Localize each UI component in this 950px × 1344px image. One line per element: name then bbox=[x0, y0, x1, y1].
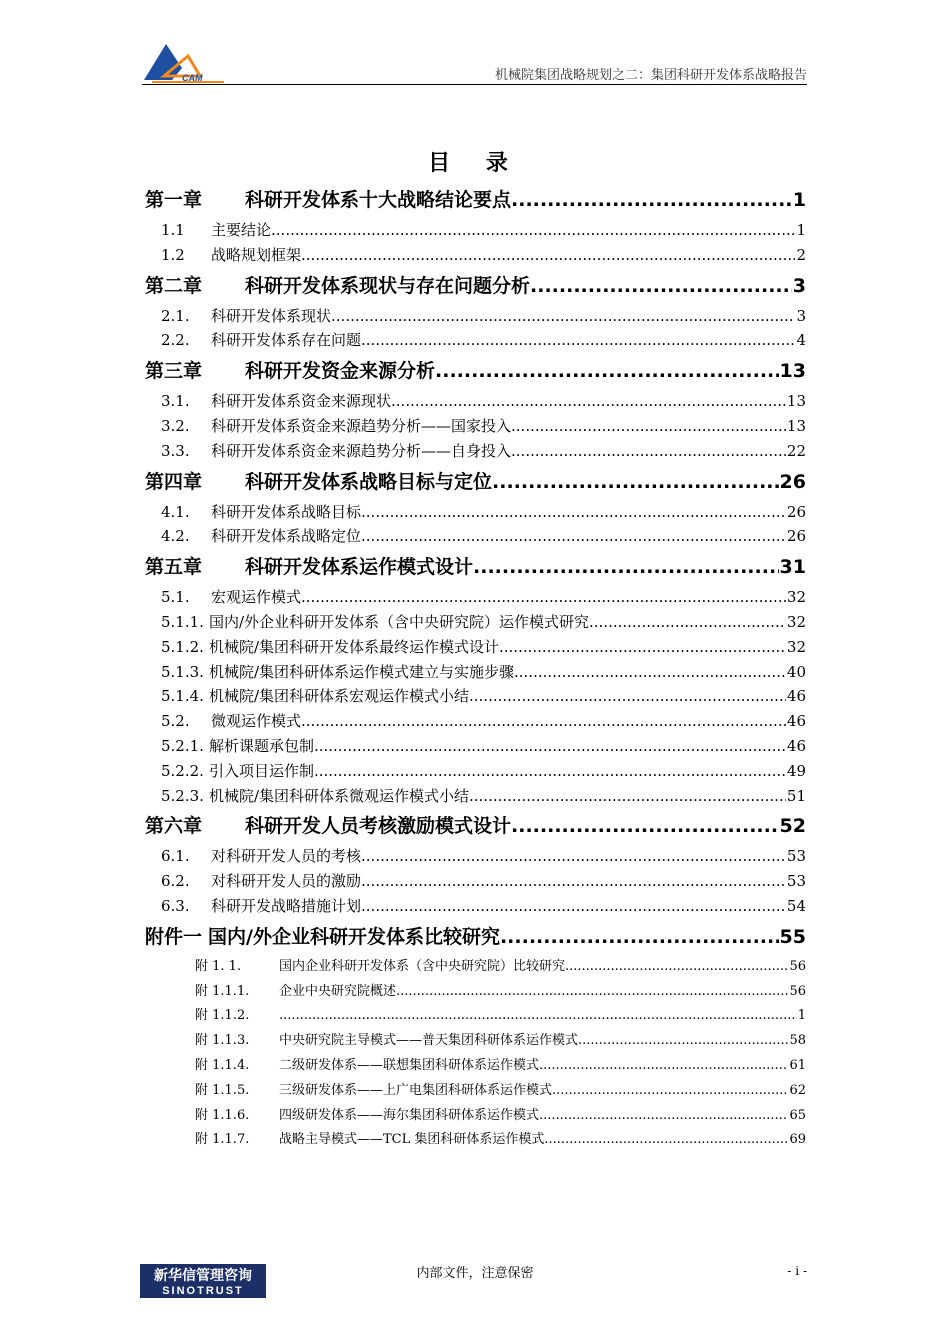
toc-chapter-page: 3 bbox=[792, 274, 806, 297]
toc-section-entry[interactable] bbox=[145, 243, 806, 268]
toc-leader-dots bbox=[301, 709, 786, 734]
toc-section-entry[interactable] bbox=[145, 894, 806, 919]
toc-section-page: 13 bbox=[786, 392, 806, 411]
toc-chapter-title: 国内/外企业科研开发体系比较研究 bbox=[208, 925, 500, 948]
toc-chapter-title: 科研开发体系现状与存在问题分析 bbox=[245, 274, 531, 297]
company-logo bbox=[142, 38, 228, 86]
toc-section-entry[interactable] bbox=[145, 439, 806, 464]
toc-section-page: 1 bbox=[797, 1008, 806, 1024]
toc-section-title: 四级研发体系——海尔集团科研体系运作模式 bbox=[279, 1107, 540, 1123]
toc-section-entry[interactable] bbox=[145, 304, 806, 329]
toc-chapter-entry[interactable] bbox=[145, 919, 806, 955]
toc-section-title: 企业中央研究院概述 bbox=[279, 983, 397, 999]
toc-section-number: 4.2. bbox=[161, 527, 190, 546]
toc-leader-dots bbox=[539, 1054, 788, 1079]
toc-section-page: 58 bbox=[789, 1033, 806, 1049]
toc-section-number: 5.1.2. bbox=[161, 637, 204, 656]
toc-chapter-entry[interactable] bbox=[145, 549, 806, 585]
toc-section-number: 附 1.1.2. bbox=[195, 1008, 250, 1024]
toc-section-entry[interactable] bbox=[145, 1128, 806, 1153]
toc-section-entry[interactable] bbox=[145, 1079, 806, 1104]
toc-section-title: 机械院/集团科研体系微观运作模式小结 bbox=[208, 786, 469, 805]
toc-section-number: 5.2. bbox=[161, 712, 190, 731]
toc-section-entry[interactable] bbox=[145, 414, 806, 439]
toc-section-entry[interactable] bbox=[145, 218, 806, 243]
toc-section-number: 附 1.1.4. bbox=[195, 1057, 250, 1073]
toc-chapter-number: 附件一 bbox=[145, 925, 203, 948]
toc-leader-dots bbox=[511, 182, 792, 218]
toc-section-number: 5.2.3. bbox=[161, 786, 204, 805]
toc-section-title: 战略规划框架 bbox=[211, 245, 302, 264]
toc-chapter-page: 52 bbox=[779, 815, 806, 838]
toc-leader-dots bbox=[361, 328, 795, 353]
toc-section-entry[interactable] bbox=[145, 734, 806, 759]
toc-section-entry[interactable] bbox=[145, 759, 806, 784]
toc-section-number: 附 1.1.7. bbox=[195, 1132, 250, 1148]
toc-leader-dots bbox=[469, 784, 786, 809]
toc-section-title: 科研开发体系战略定位 bbox=[211, 527, 362, 546]
toc-chapter-title: 科研开发资金来源分析 bbox=[245, 360, 436, 383]
toc-chapter-number: 第五章 bbox=[145, 556, 203, 579]
toc-section-title: 二级研发体系——联想集团科研体系运作模式 bbox=[279, 1057, 540, 1073]
toc-section-number: 4.1. bbox=[161, 502, 190, 521]
toc-section-page: 32 bbox=[786, 637, 806, 656]
toc-section-number: 3.3. bbox=[161, 441, 190, 460]
toc-leader-dots bbox=[511, 439, 786, 464]
toc-leader-dots bbox=[361, 894, 786, 919]
toc-section-title: 国内企业科研开发体系（含中央研究院）比较研究 bbox=[279, 958, 566, 974]
toc-section-title: 宏观运作模式 bbox=[211, 588, 302, 607]
toc-leader-dots bbox=[500, 919, 779, 955]
toc-section-entry[interactable] bbox=[145, 1104, 806, 1129]
toc-section-number: 附 1. 1. bbox=[195, 958, 242, 974]
toc-section-title: 对科研开发人员的激励 bbox=[211, 872, 362, 891]
toc-section-number: 5.2.1. bbox=[161, 736, 204, 755]
toc-section-number: 5.1. bbox=[161, 588, 190, 607]
toc-leader-dots bbox=[435, 353, 779, 389]
toc-section-title: 科研开发体系存在问题 bbox=[211, 331, 362, 350]
page-number: - i - bbox=[787, 1264, 807, 1278]
toc-section-page: 51 bbox=[786, 786, 806, 805]
toc-chapter-number: 第一章 bbox=[145, 189, 203, 211]
toc-section-number: 1.1 bbox=[161, 221, 185, 239]
toc-leader-dots bbox=[492, 464, 779, 500]
toc-section-page: 2 bbox=[796, 245, 806, 264]
table-of-contents bbox=[145, 182, 806, 1153]
toc-section-number: 附 1.1.5. bbox=[195, 1082, 250, 1098]
toc-section-number: 5.1.4. bbox=[161, 687, 204, 706]
toc-leader-dots bbox=[314, 734, 786, 759]
toc-section-entry[interactable] bbox=[145, 844, 806, 869]
toc-section-number: 附 1.1.3. bbox=[195, 1033, 250, 1049]
toc-chapter-page: 55 bbox=[779, 925, 806, 948]
toc-section-page: 56 bbox=[789, 958, 806, 974]
toc-leader-dots bbox=[469, 684, 786, 709]
toc-chapter-page: 26 bbox=[779, 470, 806, 493]
toc-section-page: 61 bbox=[789, 1057, 806, 1073]
toc-section-entry[interactable] bbox=[145, 1004, 806, 1029]
toc-leader-dots bbox=[301, 585, 786, 610]
toc-section-entry[interactable] bbox=[145, 869, 806, 894]
toc-section-number: 5.1.3. bbox=[161, 662, 204, 681]
toc-section-page: 4 bbox=[796, 331, 806, 350]
toc-chapter-entry[interactable] bbox=[145, 808, 806, 844]
toc-leader-dots bbox=[361, 500, 786, 525]
toc-section-entry[interactable] bbox=[145, 610, 806, 635]
toc-section-entry[interactable] bbox=[145, 389, 806, 414]
sinotrust-logo-cn: 新华信管理咨询 bbox=[154, 1268, 252, 1284]
toc-section-entry[interactable] bbox=[145, 524, 806, 549]
toc-leader-dots bbox=[589, 610, 786, 635]
toc-chapter-number: 第四章 bbox=[145, 470, 203, 493]
toc-section-number: 5.2.2. bbox=[161, 761, 204, 780]
toc-section-title: 科研开发体系战略目标 bbox=[211, 502, 362, 521]
toc-chapter-page: 31 bbox=[779, 556, 806, 579]
toc-leader-dots bbox=[301, 243, 795, 268]
toc-section-title: 机械院/集团科研开发体系最终运作模式设计 bbox=[208, 637, 499, 656]
toc-chapter-entry[interactable] bbox=[145, 464, 806, 500]
toc-section-title: 科研开发战略措施计划 bbox=[211, 896, 362, 915]
toc-chapter-entry[interactable] bbox=[145, 353, 806, 389]
toc-section-page: 54 bbox=[786, 896, 806, 915]
toc-leader-dots bbox=[565, 955, 788, 980]
toc-section-number: 3.1. bbox=[161, 392, 190, 411]
toc-chapter-title: 科研开发人员考核激励模式设计 bbox=[245, 815, 512, 838]
toc-section-title: 微观运作模式 bbox=[211, 712, 302, 731]
toc-chapter-title: 科研开发体系运作模式设计 bbox=[245, 556, 474, 579]
confidential-note: 内部文件，注意保密 bbox=[416, 1266, 534, 1281]
toc-section-page: 22 bbox=[786, 441, 806, 460]
toc-leader-dots bbox=[361, 869, 786, 894]
toc-section-title: 解析课题承包制 bbox=[208, 736, 314, 755]
toc-section-number: 3.2. bbox=[161, 416, 190, 435]
toc-leader-dots bbox=[331, 304, 795, 329]
toc-section-number: 6.1. bbox=[161, 847, 190, 866]
toc-section-page: 40 bbox=[786, 662, 806, 681]
logo-text: CAM bbox=[182, 73, 203, 83]
toc-section-entry[interactable] bbox=[145, 1029, 806, 1054]
toc-section-page: 1 bbox=[796, 221, 806, 239]
toc-section-entry[interactable] bbox=[145, 784, 806, 809]
toc-chapter-title: 科研开发体系十大战略结论要点 bbox=[245, 189, 512, 211]
toc-section-entry[interactable] bbox=[145, 328, 806, 353]
toc-leader-dots bbox=[511, 414, 786, 439]
toc-section-entry[interactable] bbox=[145, 980, 806, 1005]
toc-section-entry[interactable] bbox=[145, 635, 806, 660]
toc-section-page: 13 bbox=[786, 416, 806, 435]
toc-section-number: 2.2. bbox=[161, 331, 190, 350]
toc-section-page: 3 bbox=[796, 306, 806, 325]
toc-section-title: 科研开发体系现状 bbox=[211, 306, 332, 325]
toc-leader-dots bbox=[361, 844, 786, 869]
toc-section-title: 中央研究院主导模式——普天集团科研体系运作模式 bbox=[279, 1033, 579, 1049]
toc-section-number: 附 1.1.6. bbox=[195, 1107, 250, 1123]
toc-section-entry[interactable] bbox=[145, 1054, 806, 1079]
toc-section-page: 53 bbox=[786, 872, 806, 891]
toc-chapter-entry[interactable] bbox=[145, 268, 806, 304]
toc-section-page: 46 bbox=[786, 712, 806, 731]
toc-section-title: 对科研开发人员的考核 bbox=[211, 847, 362, 866]
toc-section-number: 6.3. bbox=[161, 896, 190, 915]
toc-section-page: 49 bbox=[786, 761, 806, 780]
toc-section-title: 科研开发体系资金来源趋势分析——国家投入 bbox=[211, 416, 512, 435]
toc-section-page: 32 bbox=[786, 612, 806, 631]
toc-leader-dots bbox=[271, 218, 795, 243]
toc-section-page: 53 bbox=[786, 847, 806, 866]
toc-chapter-number: 第二章 bbox=[145, 274, 203, 297]
toc-section-entry[interactable] bbox=[145, 660, 806, 685]
toc-leader-dots bbox=[499, 635, 786, 660]
toc-section-page: 69 bbox=[789, 1132, 806, 1148]
toc-section-title: 国内/外企业科研开发体系（含中央研究院）运作模式研究 bbox=[208, 612, 589, 631]
toc-section-entry[interactable] bbox=[145, 585, 806, 610]
toc-leader-dots bbox=[539, 1104, 788, 1129]
toc-section-entry[interactable] bbox=[145, 955, 806, 980]
header-divider bbox=[142, 84, 807, 85]
toc-heading: 目 录 bbox=[428, 151, 522, 176]
toc-section-entry[interactable] bbox=[145, 684, 806, 709]
toc-leader-dots bbox=[511, 808, 779, 844]
toc-chapter-page: 13 bbox=[779, 360, 806, 383]
toc-section-page: 32 bbox=[786, 588, 806, 607]
toc-leader-dots bbox=[514, 660, 786, 685]
toc-section-title: 引入项目运作制 bbox=[208, 761, 314, 780]
toc-section-number: 5.1.1. bbox=[161, 612, 204, 631]
toc-section-page: 26 bbox=[786, 502, 806, 521]
toc-section-title: 主要结论 bbox=[211, 221, 272, 239]
toc-leader-dots bbox=[552, 1079, 788, 1104]
toc-leader-dots bbox=[279, 1004, 797, 1029]
toc-chapter-title: 科研开发体系战略目标与定位 bbox=[245, 470, 493, 493]
toc-chapter-number: 第三章 bbox=[145, 360, 203, 383]
toc-leader-dots bbox=[314, 759, 786, 784]
toc-chapter-page: 1 bbox=[792, 189, 806, 211]
toc-section-title: 机械院/集团科研体系运作模式建立与实施步骤 bbox=[208, 662, 514, 681]
toc-section-title: 机械院/集团科研体系宏观运作模式小结 bbox=[208, 687, 469, 706]
toc-leader-dots bbox=[544, 1128, 788, 1153]
toc-section-number: 1.2 bbox=[161, 245, 185, 264]
toc-section-page: 56 bbox=[789, 983, 806, 999]
toc-section-title: 科研开发体系资金来源趋势分析——自身投入 bbox=[211, 441, 512, 460]
toc-section-page: 65 bbox=[789, 1107, 806, 1123]
toc-section-number: 2.1. bbox=[161, 306, 190, 325]
toc-chapter-entry[interactable] bbox=[145, 182, 806, 218]
toc-leader-dots bbox=[391, 389, 786, 414]
toc-leader-dots bbox=[473, 549, 779, 585]
toc-leader-dots bbox=[530, 268, 792, 304]
toc-section-number: 附 1.1.1. bbox=[195, 983, 250, 999]
toc-chapter-number: 第六章 bbox=[145, 815, 203, 838]
toc-section-title: 战略主导模式——TCL 集团科研体系运作模式 bbox=[279, 1132, 545, 1148]
toc-section-page: 26 bbox=[786, 527, 806, 546]
toc-leader-dots bbox=[396, 980, 788, 1005]
toc-section-number: 6.2. bbox=[161, 872, 190, 891]
toc-section-page: 46 bbox=[786, 687, 806, 706]
document-header-title: 机械院集团战略规划之二：集团科研开发体系战略报告 bbox=[494, 68, 807, 83]
toc-section-title: 三级研发体系——上广电集团科研体系运作模式 bbox=[279, 1082, 553, 1098]
toc-section-page: 46 bbox=[786, 736, 806, 755]
sinotrust-logo-en: SINOTRUST bbox=[162, 1285, 244, 1297]
toc-section-title: 科研开发体系资金来源现状 bbox=[211, 392, 392, 411]
toc-section-page: 62 bbox=[789, 1082, 806, 1098]
toc-leader-dots bbox=[578, 1029, 788, 1054]
toc-section-entry[interactable] bbox=[145, 500, 806, 525]
toc-section-entry[interactable] bbox=[145, 709, 806, 734]
toc-leader-dots bbox=[361, 524, 786, 549]
